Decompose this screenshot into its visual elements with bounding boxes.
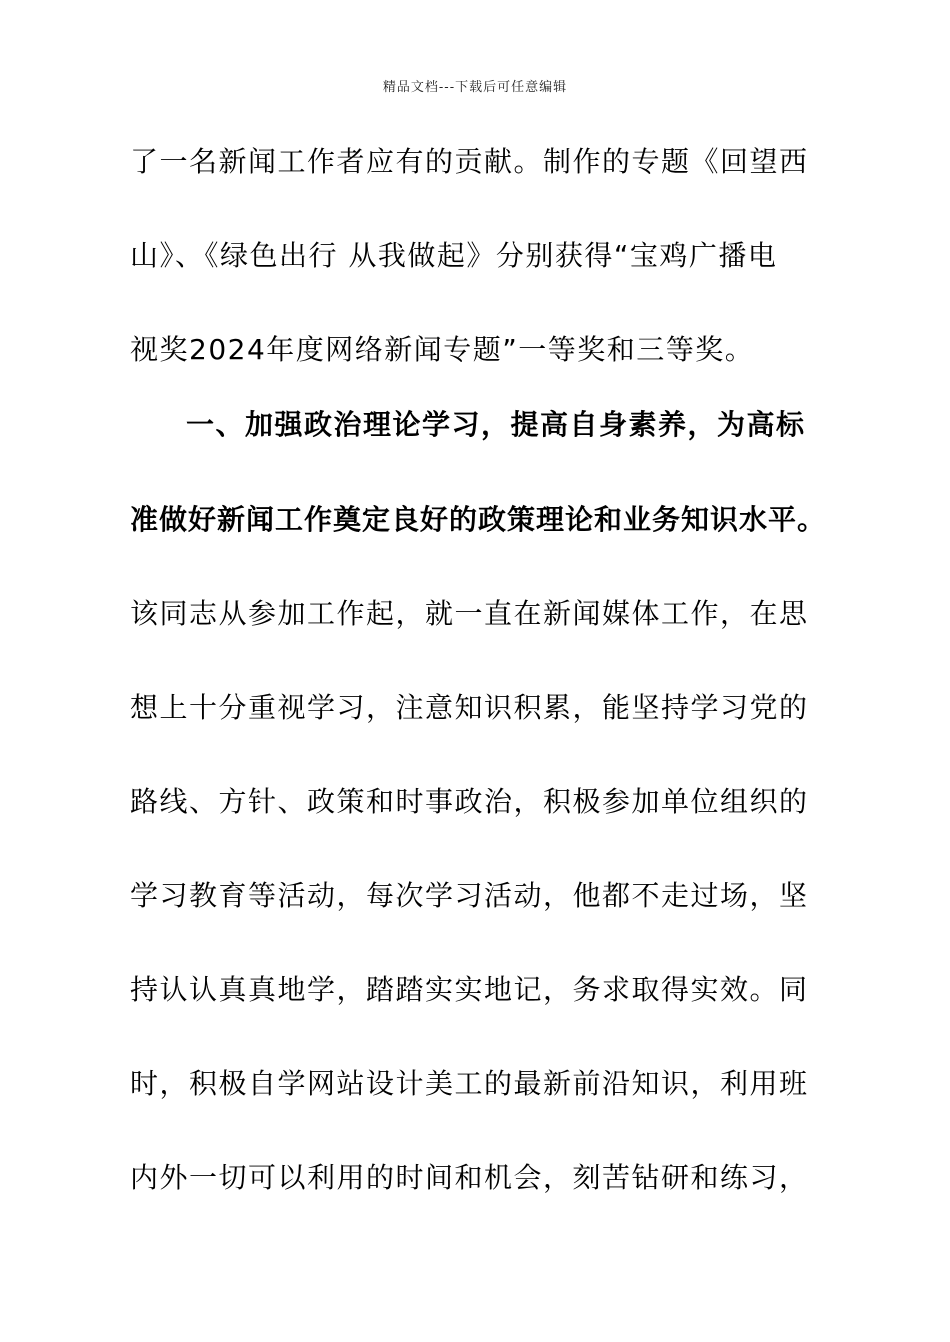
body-line-2: 山》、《绿色出行 从我做起》分别获得“宝鸡广播电 <box>130 239 778 272</box>
page-header: 精品文档---下载后可任意编辑 <box>382 80 568 95</box>
body-line-9: 学习教育等活动，每次学习活动，他都不走过场，坚 <box>130 879 809 912</box>
section-heading-line-2: 准做好新闻工作奠定良好的政策理论和业务知识水平。 <box>130 503 827 536</box>
body-line-11: 时，积极自学网站设计美工的最新前沿知识，利用班 <box>130 1067 809 1100</box>
body-line-12: 内外一切可以利用的时间和机会，刻苦钻研和练习， <box>130 1161 809 1194</box>
body-line-7: 想上十分重视学习，注意知识积累，能坚持学习党的 <box>130 691 809 724</box>
body-line-6: 该同志从参加工作起，就一直在新闻媒体工作，在思 <box>130 597 809 630</box>
body-line-1: 了一名新闻工作者应有的贡献。制作的专题《回望西 <box>130 145 809 178</box>
body-line-3: 视奖2024年度网络新闻专题”一等奖和三等奖。 <box>130 333 755 366</box>
body-line-10: 持认认真真地学，踏踏实实地记，务求取得实效。同 <box>130 973 809 1006</box>
body-line-8: 路线、方针、政策和时事政治，积极参加单位组织的 <box>130 785 809 818</box>
section-heading-line-1: 一、加强政治理论学习，提高自身素养，为高标 <box>186 408 806 441</box>
